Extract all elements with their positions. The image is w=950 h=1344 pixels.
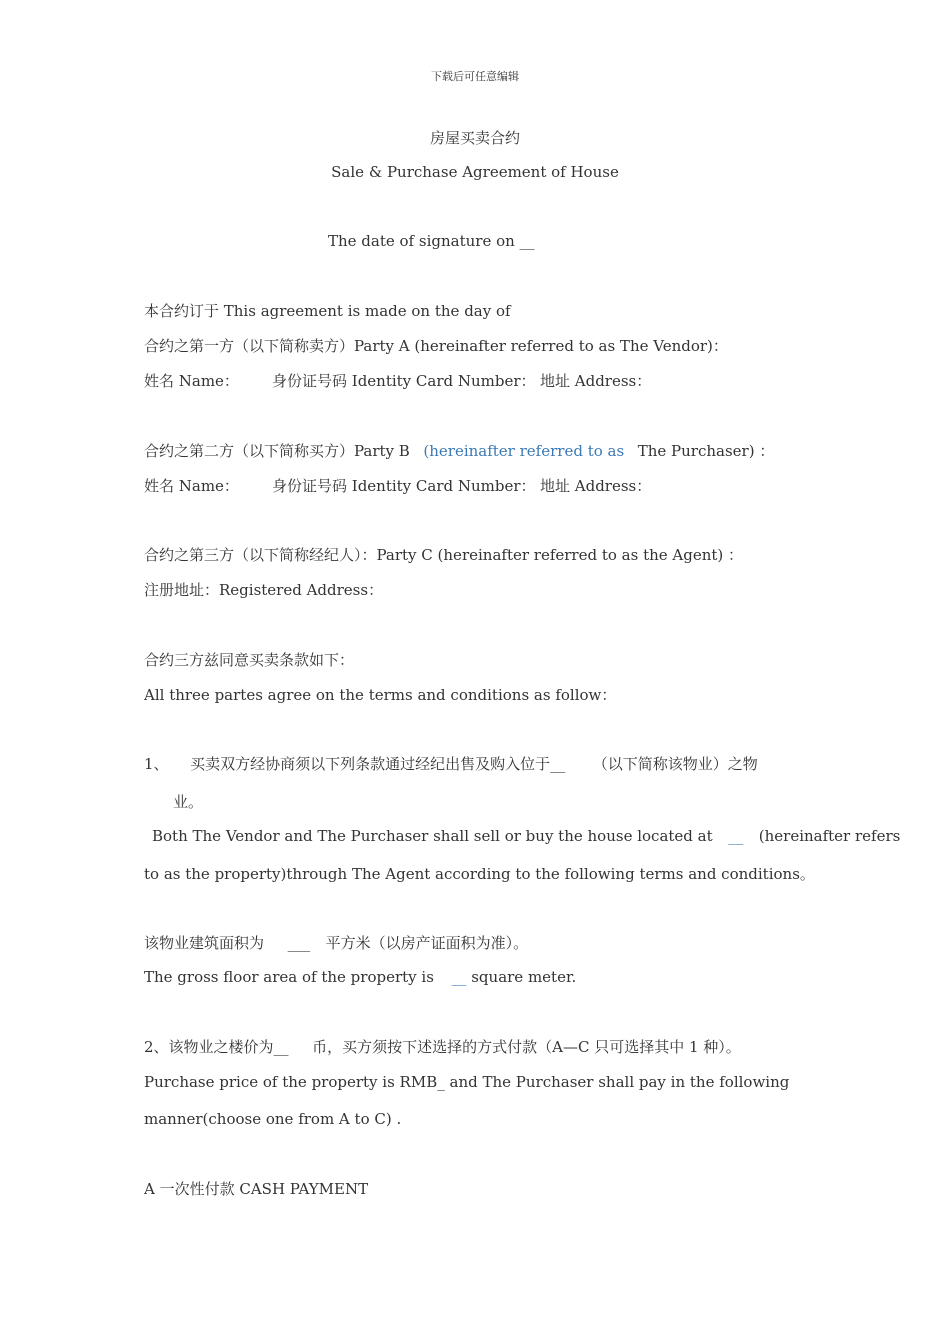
agreement-date-line: 本合约订于 This agreement is made on the day of <box>144 302 511 320</box>
signature-date: The date of signature on __ <box>328 232 535 250</box>
clause-2-en-continued: manner(choose one from A to C) . <box>144 1110 402 1128</box>
party-b-part1: 合约之第二方（以下简称买方）Party B <box>144 442 410 460</box>
title-en: Sale & Purchase Agreement of House <box>331 163 619 181</box>
area-cn <box>144 933 528 953</box>
clause-1-en-blank: __ <box>728 827 744 845</box>
clause-2-cn-part1: 2、该物业之楼价为__ <box>144 1038 289 1056</box>
party-a-id-label: 身份证号码 Identity Card Number： <box>272 372 536 390</box>
area-cn-part1: 该物业建筑面积为 <box>144 934 265 952</box>
area-cn-part2: 平方米（以房产证面积为准）。 <box>325 934 529 952</box>
party-c-registered-address: 注册地址：Registered Address： <box>144 581 384 599</box>
title-cn: 房屋买卖合约 <box>429 129 520 147</box>
header-note: 下载后可任意编辑 <box>431 70 519 83</box>
area-en <box>144 967 576 987</box>
clause-2-en: Purchase price of the property is RMB_ and The Purchaser shall pay in the following <box>144 1073 790 1091</box>
party-a-address-label: 地址 Address： <box>540 372 652 390</box>
agreement-en: All three partes agree on the terms and conditions as follow： <box>144 686 617 704</box>
party-b-id-label: 身份证号码 Identity Card Number： <box>272 477 536 495</box>
clause-2-cn-part2: 币，买方须按下述选择的方式付款（A—C 只可选择其中 1 种）。 <box>312 1038 741 1056</box>
clause-1-en <box>152 826 900 846</box>
clause-1-en-part1: Both The Vendor and The Purchaser shall sell or buy the house located at <box>152 827 713 845</box>
area-cn-blank: ___ <box>287 934 311 952</box>
clause-1-cn-continued: 业。 <box>173 793 204 811</box>
clause-1-cn <box>144 754 758 774</box>
clause-2-cn <box>144 1037 741 1057</box>
party-b-line <box>144 441 774 461</box>
party-b-part2: (hereinafter referred to as <box>423 442 625 460</box>
clause-1-number: 1、 <box>144 755 169 773</box>
area-en-part1: The gross floor area of the property is <box>144 968 434 986</box>
clause-1-en-part2: (hereinafter refers <box>758 827 901 845</box>
party-b-part3: The Purchaser) ： <box>637 442 775 460</box>
area-en-part2: square meter. <box>471 968 577 986</box>
clause-1-cn-part2: （以下简称该物业）之物 <box>592 755 758 773</box>
clause-1-en-continued: to as the property)through The Agent according to the following terms and conditions。 <box>144 865 815 883</box>
option-a-cash-payment: A 一次性付款 CASH PAYMENT <box>144 1180 369 1198</box>
party-c-line: 合约之第三方（以下简称经纪人）：Party C (hereinafter referred to as the Agent) ： <box>144 546 744 564</box>
clause-1-cn-part1: 买卖双方经协商须以下列条款通过经纪出售及购入位于__ <box>190 755 566 773</box>
party-a-line: 合约之第一方（以下简称卖方）Party A (hereinafter referred to as The Vendor)： <box>144 337 728 355</box>
party-b-address-label: 地址 Address： <box>540 477 652 495</box>
area-en-blank: __ <box>451 968 467 986</box>
party-a-name-label: 姓名 Name： <box>144 372 239 390</box>
agreement-cn: 合约三方兹同意买卖条款如下： <box>144 651 355 669</box>
party-b-name-label: 姓名 Name： <box>144 477 239 495</box>
